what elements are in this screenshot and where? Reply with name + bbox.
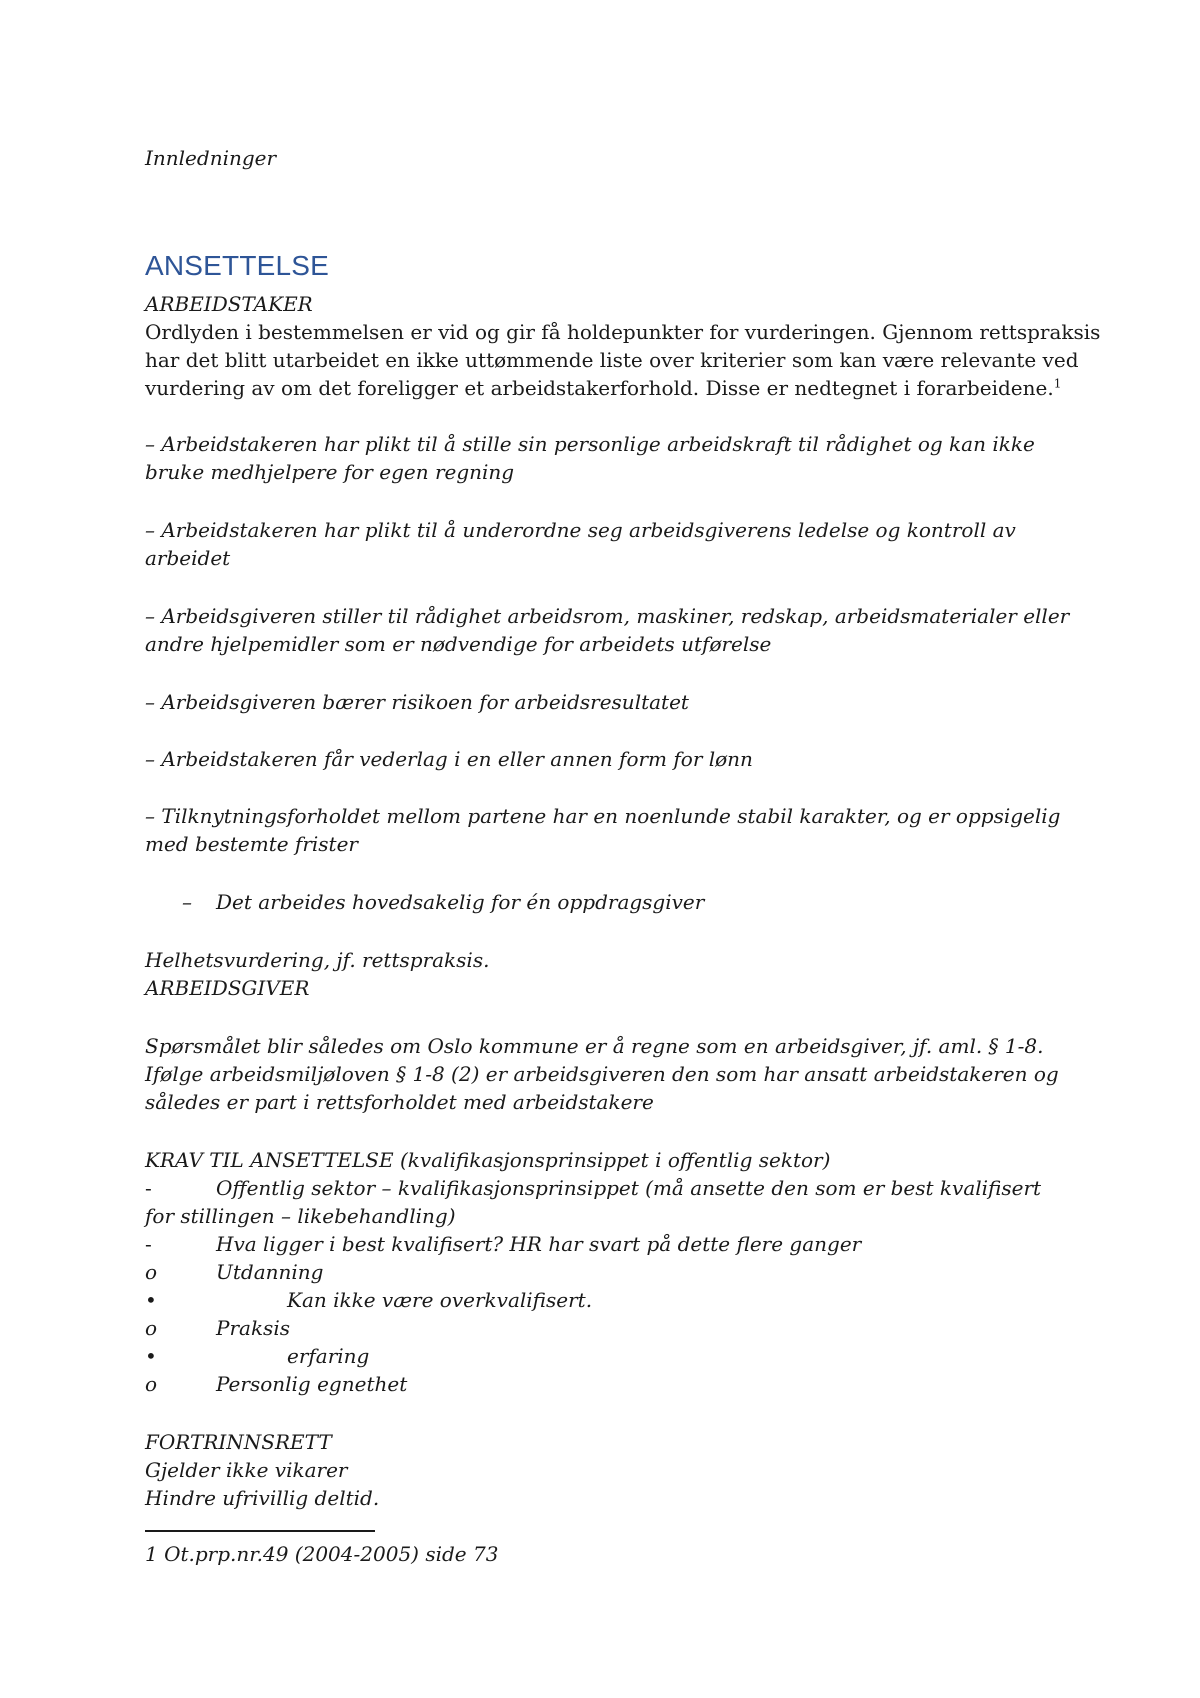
fortrinn-line-2: Hindre ufrivillig deltid. <box>145 1486 380 1510</box>
criterion-2-line-1: – Arbeidstakeren har plikt til å underordne seg arbeidsgiverens ledelse og kontroll av <box>145 518 1016 542</box>
helhet-text: Helhetsvurdering, jf. rettspraksis. <box>145 948 490 972</box>
krav-item-8-text: Personlig egnethet <box>216 1372 408 1396</box>
footnote-text: 1 Ot.prp.nr.49 (2004-2005) side 73 <box>145 1542 499 1566</box>
arbeidsgiver-paragraph-line-3: således er part i rettsforholdet med arbeidstakere <box>145 1090 654 1114</box>
arbeidstaker-paragraph-line-1: Ordlyden i bestemmelsen er vid og gir få holdepunkter for vurderingen. Gjennom rettspraksis <box>145 320 1101 344</box>
arbeidstaker-paragraph-line-2: har det blitt utarbeidet en ikke uttømmende liste over kriterier som kan være relevante ved <box>145 348 1079 372</box>
criterion-2-line-2: arbeidet <box>145 546 231 570</box>
krav-label: KRAV TIL ANSETTELSE (kvalifikasjonsprinsippet i offentlig sektor) <box>145 1148 831 1172</box>
footnote-reference: 1 <box>1053 376 1062 391</box>
sub-item-text: Det arbeides hovedsakelig for én oppdragsgiver <box>216 890 705 914</box>
krav-item-4-marker: o <box>145 1260 158 1284</box>
criterion-3-line-2: andre hjelpemidler som er nødvendige for arbeidets utførelse <box>145 632 772 656</box>
criterion-4: – Arbeidsgiveren bærer risikoen for arbeidsresultatet <box>145 690 689 714</box>
fortrinn-line-1: Gjelder ikke vikarer <box>145 1458 348 1482</box>
krav-item-3-marker: - <box>145 1232 152 1256</box>
criterion-6-line-2: med bestemte frister <box>145 832 358 856</box>
criterion-1-line-2: bruke medhjelpere for egen regning <box>145 460 515 484</box>
krav-item-4-text: Utdanning <box>216 1260 324 1284</box>
criterion-6-line-1: – Tilknytningsforholdet mellom partene har en noenlunde stabil karakter, og er oppsigelig <box>145 804 1061 828</box>
krav-item-1-marker: - <box>145 1176 152 1200</box>
sub-item-dash: – <box>182 890 192 914</box>
krav-item-5-text: Kan ikke være overkvalifisert. <box>287 1288 593 1312</box>
krav-item-7-text: erfaring <box>287 1344 370 1368</box>
krav-item-3-text: Hva ligger i best kvalifisert? HR har svart på dette flere ganger <box>216 1232 862 1256</box>
arbeidsgiver-label: ARBEIDSGIVER <box>145 976 310 1000</box>
arbeidstaker-label: ARBEIDSTAKER <box>145 292 313 316</box>
krav-item-5-marker: • <box>145 1288 157 1312</box>
criterion-1-line-1: – Arbeidstakeren har plikt til å stille sin personlige arbeidskraft til rådighet og kan ikke <box>145 432 1035 456</box>
arbeidsgiver-paragraph-line-2: Ifølge arbeidsmiljøloven § 1-8 (2) er arbeidsgiveren den som har ansatt arbeidstakeren og <box>145 1062 1059 1086</box>
footnote-separator <box>145 1530 375 1532</box>
intro-text: Innledninger <box>145 146 277 170</box>
section-heading: ANSETTELSE <box>145 250 330 281</box>
krav-item-6-marker: o <box>145 1316 158 1340</box>
krav-item-7-marker: • <box>145 1344 157 1368</box>
fortrinn-label: FORTRINNSRETT <box>145 1430 332 1454</box>
krav-item-8-marker: o <box>145 1372 158 1396</box>
krav-item-2-text: for stillingen – likebehandling) <box>145 1204 456 1228</box>
criterion-5: – Arbeidstakeren får vederlag i en eller annen form for lønn <box>145 747 753 771</box>
criterion-3-line-1: – Arbeidsgiveren stiller til rådighet arbeidsrom, maskiner, redskap, arbeidsmaterialer eller <box>145 604 1070 628</box>
arbeidsgiver-paragraph-line-1: Spørsmålet blir således om Oslo kommune er å regne som en arbeidsgiver, jf. aml. § 1-8. <box>145 1034 1044 1058</box>
krav-item-6-text: Praksis <box>216 1316 290 1340</box>
krav-item-1-text: Offentlig sektor – kvalifikasjonsprinsippet (må ansette den som er best kvalifisert <box>216 1176 1042 1200</box>
arbeidstaker-paragraph-line-3: vurdering av om det foreligger et arbeidstakerforhold. Disse er nedtegnet i forarbeidene.$^1$ <box>145 376 1062 400</box>
